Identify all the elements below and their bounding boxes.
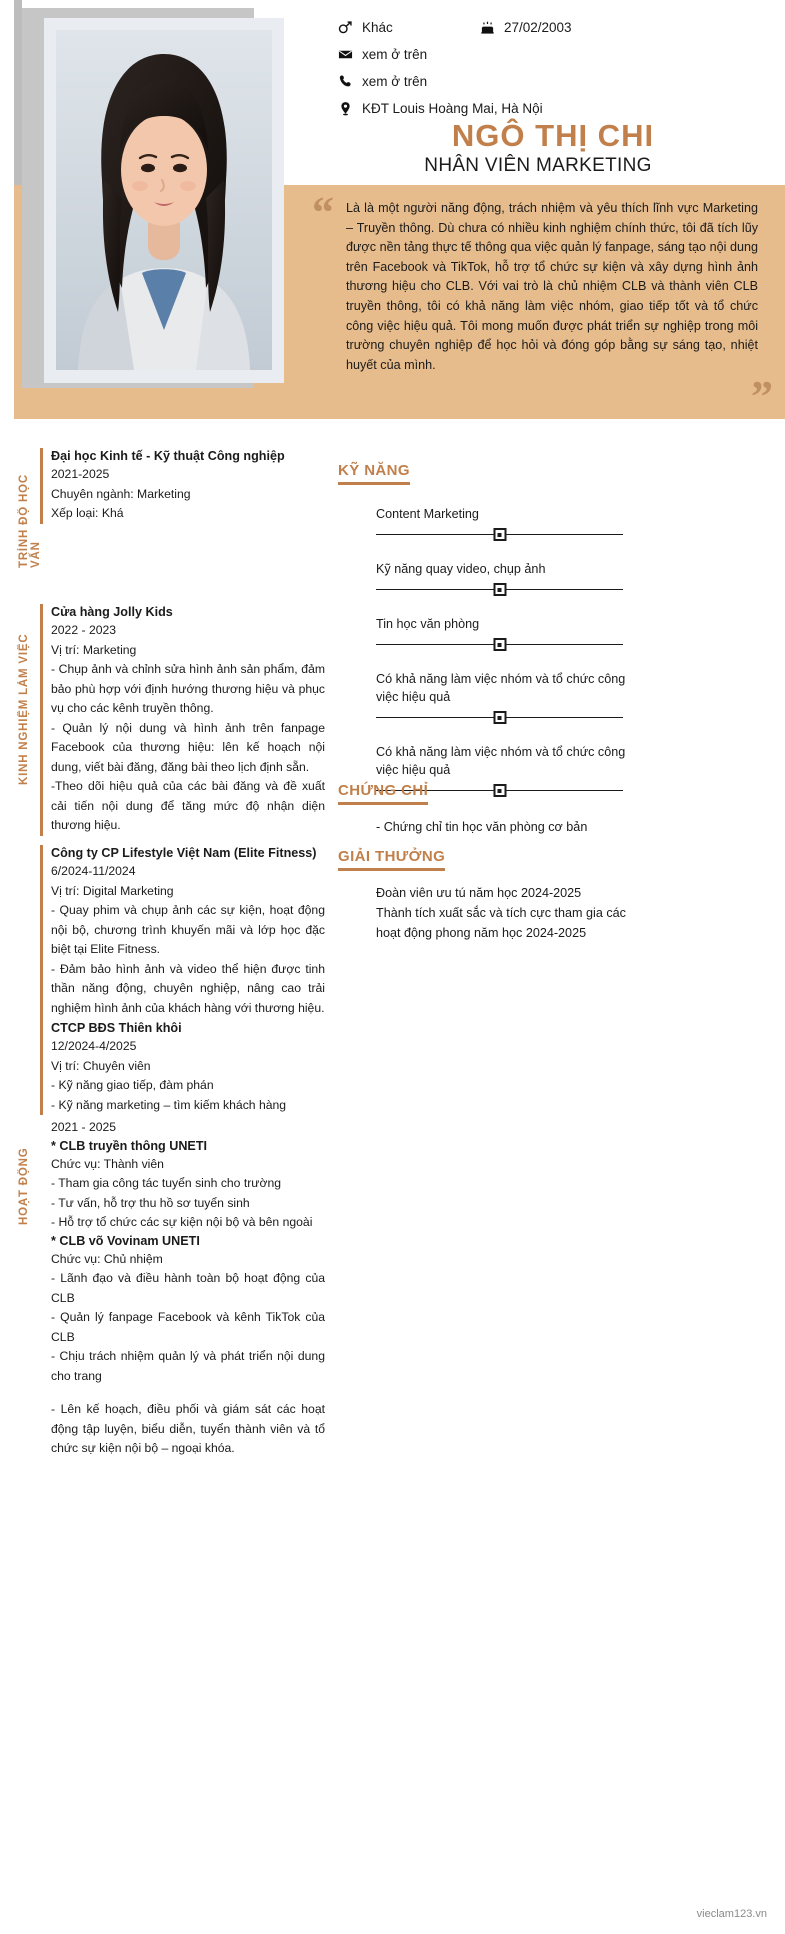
envelope-icon xyxy=(338,47,362,62)
experience-entry-0 xyxy=(40,604,325,836)
skill-slider[interactable] xyxy=(376,583,623,597)
cv-header xyxy=(0,0,785,430)
sidebar-label-education: TRÌNH ĐỘ HỌC VẤN xyxy=(18,474,42,568)
skill-item xyxy=(338,615,638,652)
skill-name: Kỹ năng quay video, chụp ảnh xyxy=(376,562,546,576)
phone-icon xyxy=(338,74,362,89)
activity-detail: - Lên kế hoạch, điều phối và giám sát các hoạt động tập luyện, biểu diễn, tuyển thành viên và tổ chức sự kiện nội bộ – ngoại khóa. xyxy=(51,1402,325,1455)
activity-detail: - Tư vấn, hỗ trợ thu hồ sơ tuyển sinh xyxy=(51,1195,250,1210)
education-school: Đại học Kinh tế - Kỹ thuật Công nghiệp xyxy=(51,449,285,463)
education-years: 2021-2025 xyxy=(51,467,110,481)
contact-row-birthday xyxy=(480,14,572,41)
experience-detail: - Quản lý nội dung và hình ảnh trên fanpage Facebook của thương hiệu: lên kế hoạch nội dung, viết bài đăng, đăng bài theo lịch định sẵn. xyxy=(51,720,325,774)
page-title: NGÔ THỊ CHI xyxy=(451,118,655,153)
watermark: vieclam123.vn xyxy=(696,1908,767,1920)
contact-birthday-value: 27/02/2003 xyxy=(504,20,572,35)
contact-phone-value: xem ở trên xyxy=(362,74,428,89)
job-title: NHÂN VIÊN MARKETING xyxy=(424,155,652,176)
activities-years: 2021 - 2025 xyxy=(51,1120,117,1134)
experience-company: Công ty CP Lifestyle Việt Nam (Elite Fitness) xyxy=(51,846,317,860)
award-item: Thành tích xuất sắc và tích cực tham gia các hoạt động phong năm học 2024-2025 xyxy=(376,906,626,940)
experience-company: Cửa hàng Jolly Kids xyxy=(51,605,173,619)
skills-section xyxy=(338,462,638,798)
experience-years: 12/2024-4/2025 xyxy=(51,1039,137,1053)
left-white-strip xyxy=(0,0,14,430)
skill-knob[interactable] xyxy=(493,638,506,651)
skill-item xyxy=(338,505,638,542)
quote-close-icon: ” xyxy=(751,372,773,421)
skill-name: Có khả năng làm việc nhóm và tổ chức công việc hiệu quả xyxy=(376,745,626,777)
skill-slider[interactable] xyxy=(376,711,623,725)
sidebar-label-experience: KINH NGHIỆM LÀM VIỆC xyxy=(18,633,30,785)
skill-knob[interactable] xyxy=(493,528,506,541)
gender-icon xyxy=(338,20,362,35)
activity-group-name: * CLB truyền thông UNETI xyxy=(51,1138,208,1153)
experience-detail: - Kỹ năng marketing – tìm kiếm khách hàng xyxy=(51,1097,287,1112)
experience-detail: -Theo dõi hiệu quả của các bài đăng và đề xuất cải tiến nội dung để tăng mức độ nhận diện thương hiệu. xyxy=(51,779,325,832)
contact-email-value: xem ở trên xyxy=(362,47,428,62)
skill-item xyxy=(338,670,638,725)
contact-list xyxy=(338,14,778,122)
summary-text: Là là một người năng động, trách nhiệm và yêu thích lĩnh vực Marketing – Truyền thông. Dù chưa có nhiều kinh nghiệm chính thức, tôi đã tích lũy được nền tảng thực tế thông qua việc quản lý fanpage, sáng tạo nội dung trên Facebook và TikTok, hỗ trợ tổ chức sự kiện và xây dựng hình ảnh thương hiệu cho CLB. Với vai trò là chủ nhiệm CLB và thành viên CLB truyền thông, tôi có khả năng làm việc nhóm, giao tiếp tốt và tổ chức công việc hiệu quả. Tôi mong muốn được phát triển sự nghiệp trong môi trường chuyên nghiệp để học hỏi và đóng góp bằng sự sáng tạo, nhiệt huyết của mình. xyxy=(346,201,758,372)
skill-knob[interactable] xyxy=(493,711,506,724)
photo-accent-bar xyxy=(14,0,22,185)
experience-detail: - Chụp ảnh và chỉnh sửa hình ảnh sản phẩm, đảm bảo phù hợp với định hướng thương hiệu và phục vụ cho các kênh truyền thông. xyxy=(51,662,325,715)
skill-slider[interactable] xyxy=(376,528,623,542)
skill-slider[interactable] xyxy=(376,638,623,652)
sidebar-label-activities: HOẠT ĐỘNG xyxy=(18,1147,30,1225)
contact-row-email xyxy=(338,41,778,68)
award-item: Đoàn viên ưu tú năm học 2024-2025 xyxy=(376,886,582,900)
experience-detail: - Quay phim và chụp ảnh các sự kiện, hoạt động nội bộ, chương trình khuyến mãi và lớp học đặc biệt tại Elite Fitness. xyxy=(51,903,325,956)
awards-section xyxy=(338,848,638,943)
activity-group-name: * CLB võ Vovinam UNETI xyxy=(51,1233,200,1248)
certificates-heading: CHỨNG CHỈ xyxy=(338,782,428,805)
birthday-cake-icon xyxy=(480,20,504,35)
activity-group-role: Chức vụ: Thành viên xyxy=(51,1156,164,1171)
activity-group-role: Chức vụ: Chủ nhiệm xyxy=(51,1251,163,1266)
experience-detail: - Kỹ năng giao tiếp, đàm phán xyxy=(51,1078,214,1092)
quote-open-icon: “ xyxy=(312,188,334,237)
contact-address-value: KĐT Louis Hoàng Mai, Hà Nội xyxy=(362,101,543,116)
activity-detail: - Chịu trách nhiệm quản lý và phát triển nội dung cho trang xyxy=(51,1349,325,1383)
summary-block xyxy=(300,185,785,419)
education-grade: Xếp loại: Khá xyxy=(51,506,124,520)
experience-entry-1 xyxy=(40,845,325,1115)
certificates-section xyxy=(338,782,638,837)
profile-photo xyxy=(56,30,272,370)
skill-name: Tin học văn phòng xyxy=(376,617,480,631)
location-pin-icon xyxy=(338,101,362,116)
experience-detail: - Đảm bảo hình ảnh và video thể hiện được tinh thần năng động, chuyên nghiệp, nâng cao trải nghiệm hình ảnh của khách hàng với thương hiệu. xyxy=(51,961,325,1015)
activities-entry xyxy=(40,1118,325,1459)
activity-detail: - Hỗ trợ tổ chức các sự kiện nội bộ và bên ngoài xyxy=(51,1215,313,1229)
skill-item xyxy=(338,560,638,597)
activity-detail: - Quản lý fanpage Facebook và kênh TikTok của CLB xyxy=(51,1310,325,1344)
experience-years: 6/2024-11/2024 xyxy=(51,864,136,878)
experience-position: Vị trí: Chuyên viên xyxy=(51,1058,151,1073)
experience-years: 2022 - 2023 xyxy=(51,623,117,637)
education-entry xyxy=(40,448,325,524)
experience-position: Vị trí: Digital Marketing xyxy=(51,883,174,898)
contact-gender-value: Khác xyxy=(362,20,393,35)
activity-detail: - Lãnh đạo và điều hành toàn bộ hoạt động của CLB xyxy=(51,1271,325,1305)
contact-row-gender xyxy=(338,14,778,41)
skill-name: Có khả năng làm việc nhóm và tổ chức công việc hiệu quả xyxy=(376,672,626,704)
skill-name: Content Marketing xyxy=(376,507,479,521)
contact-row-phone xyxy=(338,68,778,95)
experience-company: CTCP BĐS Thiên khôi xyxy=(51,1021,182,1035)
certificate-item: - Chứng chỉ tin học văn phòng cơ bản xyxy=(376,820,588,834)
education-major: Chuyên ngành: Marketing xyxy=(51,486,191,501)
skills-heading: KỸ NĂNG xyxy=(338,462,410,485)
activity-detail: - Tham gia công tác tuyển sinh cho trường xyxy=(51,1176,282,1190)
awards-heading: GIẢI THƯỞNG xyxy=(338,848,445,871)
skill-knob[interactable] xyxy=(493,583,506,596)
experience-position: Vị trí: Marketing xyxy=(51,642,137,657)
